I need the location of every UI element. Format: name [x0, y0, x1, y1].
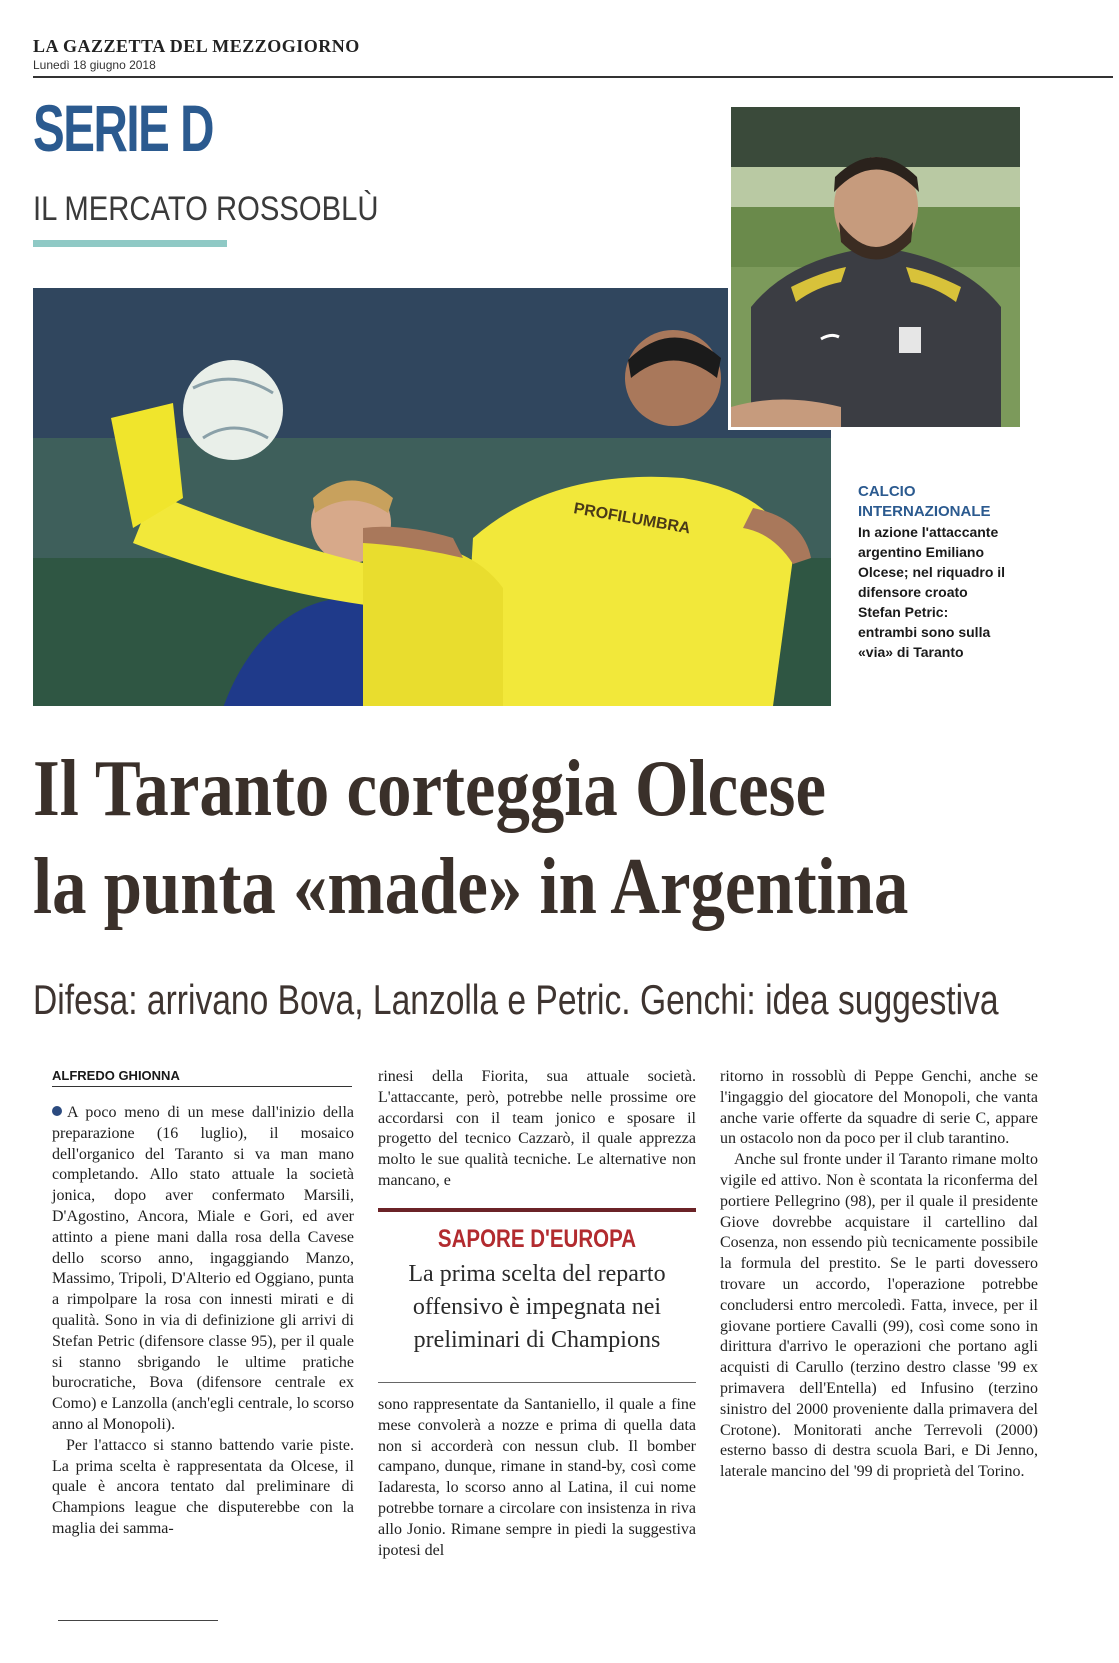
player-action-illustration	[33, 288, 831, 706]
headline	[33, 740, 962, 936]
section-subtitle: IL MERCATO ROSSOBLÙ	[33, 190, 379, 228]
article-paragraph: Per l'attacco si stanno battendo varie piste. La prima scelta è rappresentata da Olcese, il quale è ancora tentato dal preliminare di Champions league che disputerebbe con la maglia dei samma-	[52, 1436, 354, 1537]
sidebar-rule-bottom	[378, 1382, 696, 1383]
subheadline: Difesa: arrivano Bova, Lanzolla e Petric. Genchi: idea suggestiva	[33, 976, 999, 1023]
defender-portrait-illustration	[731, 107, 1020, 427]
article-paragraph: rinesi della Fiorita, sua attuale società. L'attaccante, però, potrebbe nelle prossime ore accordarsi con il team jonico e sposare il progetto del tecnico Cazzarò, il quale apprezza molto le sue qualità tecniche. Le alternative non mancano, e	[378, 1068, 696, 1189]
article-column-2-bottom	[378, 1395, 696, 1561]
article-paragraph: A poco meno di un mese dall'inizio della preparazione (16 luglio), il mosaico dell'organico del Taranto si va man mano completando. Allo stato attuale la società jonica, dopo aver confermato Marsili, D'Agostino, Ancora, Miale e Gori, ed aver attinto a piene mani dalla rosa della Cavese dello scorso anno, ingaggiando Manzo, Massimo, Tripoli, D'Alterio ed Oggiano, punta a rimpolpare la rosa con innesti mirati e di qualità. Sono in via di definizione gli arrivi di Stefan Petric (difensore classe 95), per il quale si stanno sbrigando le ultime pratiche burocratiche, Bova (difensore centrale ex Como) e Lanzolla (anch'egli centrale, lo scorso anno al Monopoli).	[52, 1104, 354, 1433]
jersey-sponsor: PROFILUMBRA	[572, 500, 692, 538]
article-column-1	[52, 1103, 354, 1540]
masthead	[33, 36, 1113, 72]
section-rule	[33, 240, 227, 247]
article-column-3	[720, 1067, 1038, 1483]
headline-line1: Il Taranto corteggia Olcese	[33, 745, 826, 833]
caption-line: «via» di Taranto	[858, 644, 964, 660]
article-column-2-top	[378, 1067, 696, 1192]
photo-caption	[858, 482, 1088, 662]
byline: ALFREDO GHIONNA	[52, 1068, 180, 1083]
sidebar-kicker: SAPORE D'EUROPA	[437, 1225, 637, 1253]
sidebar-line: La prima scelta del reparto	[408, 1261, 666, 1287]
caption-line: entrambi sono sulla	[858, 624, 991, 640]
section-kicker: SERIE D	[33, 91, 214, 165]
sidebar-text	[378, 1258, 696, 1357]
headline-line2: la punta «made» in Argentina	[33, 843, 909, 931]
main-photo	[33, 288, 831, 706]
caption-line: difensore croato	[858, 584, 968, 600]
caption-line: Olcese; nel riquadro il	[858, 564, 1006, 580]
caption-kicker-line2: INTERNAZIONALE	[858, 503, 991, 520]
masthead-rule	[33, 76, 1113, 78]
article-paragraph: sono rappresentate da Santaniello, il quale a fine mese convolerà a nozze e prima di quella data non si accorderà con nessun club. Il bomber campano, dunque, rimane in stand-by, così come Iadaresta, lo scorso anno al Latina, il cui nome potrebbe tornare a circolare con insistenza in riva allo Jonio. Rimane sempre in piedi la suggestiva ipotesi del	[378, 1396, 696, 1559]
article-paragraph: ritorno in rossoblù di Peppe Genchi, anche se l'ingaggio del giocatore del Monopoli, che vanta anche varie offerte da squadre di serie C, appare un ostacolo non da poco per il club tarantino.	[720, 1068, 1038, 1148]
bullet-dot-icon	[52, 1106, 62, 1116]
inset-photo	[728, 104, 1023, 430]
sidebar-line: offensivo è impegnata nei	[412, 1294, 662, 1320]
sidebar-rule-top	[378, 1208, 696, 1212]
caption-kicker-line1: CALCIO	[858, 483, 916, 500]
caption-line: Stefan Petric:	[858, 604, 949, 620]
byline-rule	[52, 1086, 352, 1087]
caption-line: argentino Emiliano	[858, 544, 985, 560]
article-paragraph: Anche sul fronte under il Taranto rimane molto vigile ed attivo. Non è scontata la riconferma del portiere Pellegrino (98), per il quale il presidente Giove dovrebbe acquistare il cartellino dal Cosenza, non essendo più tecnicamente possibile la formula del prestito. Se le parti dovessero trovare un accordo, l'operazione potrebbe concludersi entro mercoledì. Fatta, invece, per il giovane portiere Cavalli (99), così come sono in dirittura d'arrivo le operazioni che portano agli acquisti di Carullo (terzino destro classe '99 ex primavera dell'Entella) ed Infusino (terzino sinistro del 2000 proveniente dalla primavera del Crotone). Monitorati anche Terrevoli (2000) esterno basso di destra scuola Bari, e Di Jenno, laterale mancino del '99 di proprietà del Torino.	[720, 1151, 1038, 1481]
footer-rule	[58, 1620, 218, 1621]
sidebar-line: preliminari di Champions	[413, 1327, 661, 1353]
issue-date: Lunedì 18 giugno 2018	[33, 58, 156, 72]
newspaper-title: LA GAZZETTA DEL MEZZOGIORNO	[33, 36, 360, 56]
caption-line: In azione l'attaccante	[858, 524, 999, 540]
